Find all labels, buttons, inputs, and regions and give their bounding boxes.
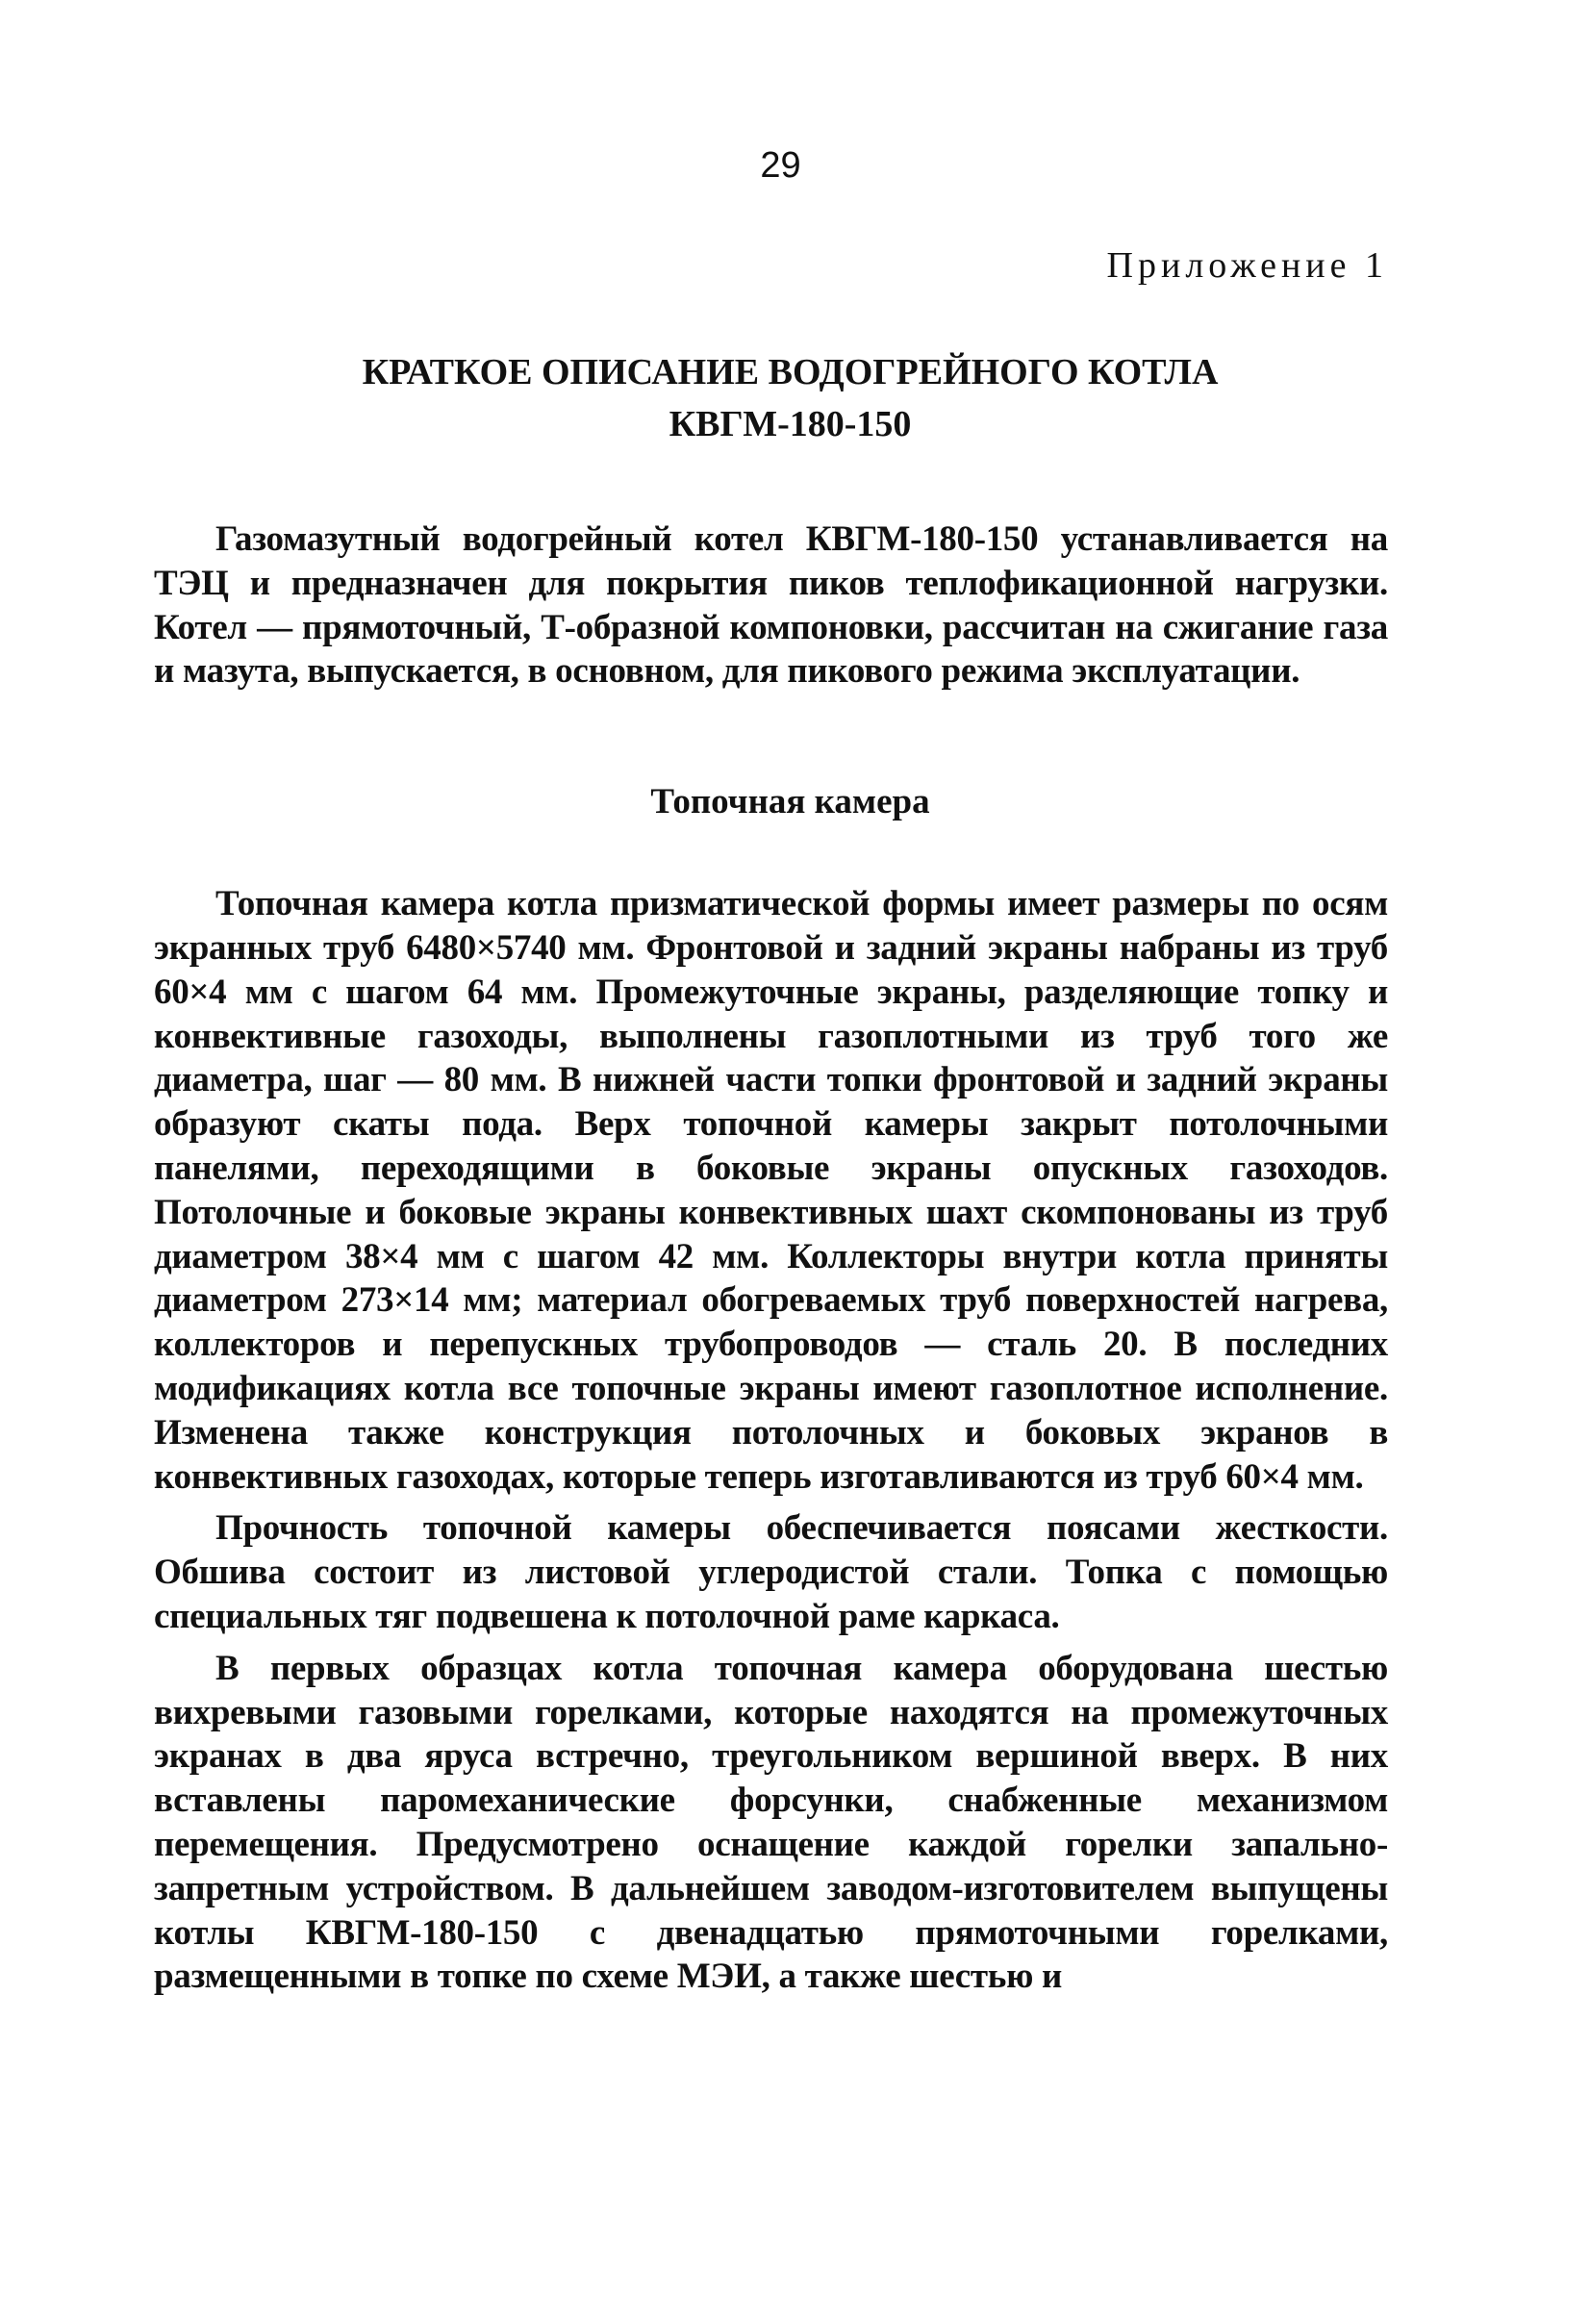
page-number: 29 [760, 145, 801, 186]
intro-paragraph: Газомазутный водогрейный котел КВГМ-180-150 устанавливается на ТЭЦ и предназначен для покрытия пиков теплофикационной нагрузки. Котел — прямоточный, Т-образной компоновки, рассчитан на сжигание газа и мазута, выпускается, в основном, для пикового режима эксплуатации. [154, 519, 1388, 692]
section-body [154, 882, 1388, 1999]
section-heading: Топочная камера [650, 782, 930, 822]
intro-block [154, 518, 1388, 694]
document-page [154, 144, 1388, 2261]
section-paragraph: Топочная камера котла призматической формы имеет размеры по осям экранных труб 6480×5740 мм. Фронтовой и задний экраны набраны из труб 60×4 мм с шагом 64 мм. Промежуточные экраны, разделяющие топку и конвективные газоходы, выполнены газоплотными из труб того же диаметра, шаг — 80 мм. В нижней части топки фронтовой и задний экраны образуют скаты пода. Верх топочной камеры закрыт потолочными панелями, переходящими в боковые экраны опускных газоходов. Потолочные и боковые экраны конвективных шахт скомпонованы из труб диаметром 38×4 мм с шагом 42 мм. Коллекторы внутри котла приняты диаметром 273×14 мм; материал обогреваемых труб поверхностей нагрева, коллекторов и перепускных трубопроводов — сталь 20. В последних модификациях котла все топочные экраны имеют газоплотное исполнение. Изменена также конструкция потолочных и боковых экранов в конвективных газоходах, которые теперь изготавливаются из труб 60×4 мм. [154, 884, 1388, 1497]
section-paragraph: В первых образцах котла топочная камера оборудована шестью вихревыми газовыми горелками, которые находятся на промежуточных экранах в два яруса встречно, треугольником вершиной вверх. В них вставлены паромеханические форсунки, снабженные механизмом перемещения. Предусмотрено оснащение каждой горелки запально-запретным устройством. В дальнейшем заводом-изготовителем выпущены котлы КВГМ-180-150 с двенадцатью прямоточными горелками, размещенными в топке по схеме МЭИ, а также шестью и [154, 1648, 1388, 1997]
document-title [192, 346, 1388, 450]
title-line-2: КВГМ-180-150 [669, 404, 912, 444]
title-line-1: КРАТКОЕ ОПИСАНИЕ ВОДОГРЕЙНОГО КОТЛА [362, 352, 1219, 392]
appendix-label: Приложение 1 [1106, 245, 1388, 286]
section-paragraph: Прочность топочной камеры обеспечивается поясами жесткости. Обшива состоит из листовой углеродистой стали. Топка с помощью специальных тяг подвешена к потолочной раме каркаса. [154, 1508, 1388, 1636]
